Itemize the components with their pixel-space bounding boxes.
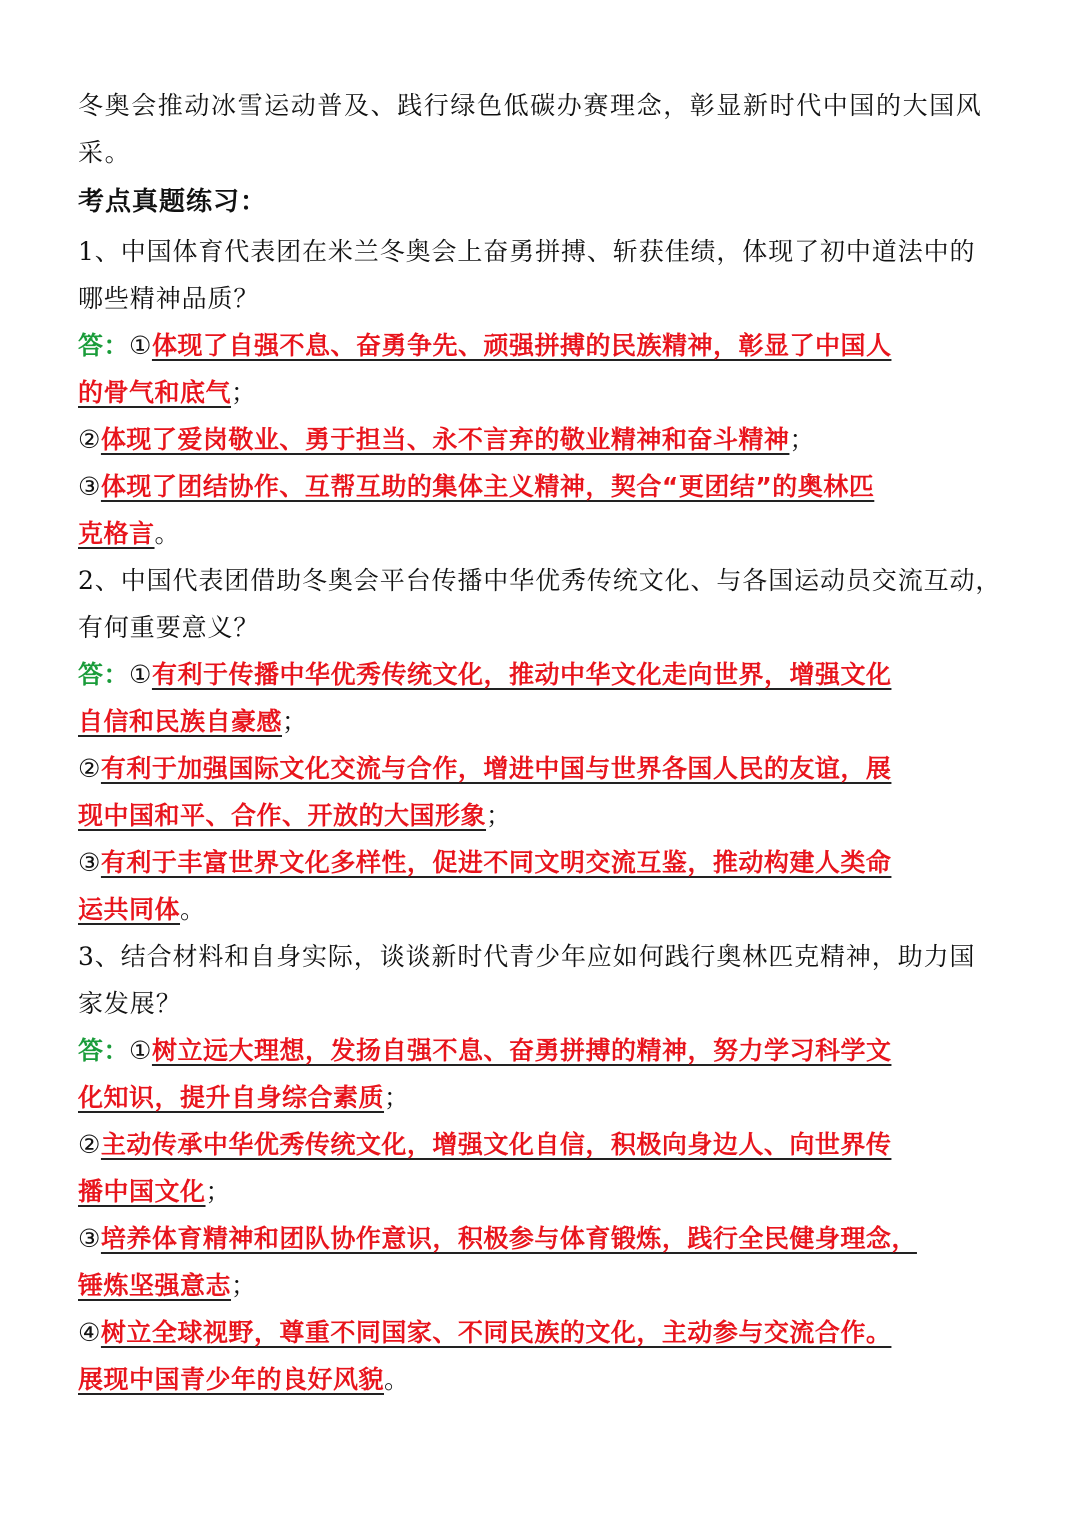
document-page — [78, 82, 1004, 1403]
point-number: ③ — [78, 472, 101, 501]
answer-label: 答： — [78, 331, 130, 360]
point-number: ③ — [78, 1224, 101, 1253]
punctuation: 。 — [154, 519, 181, 548]
question-2-line-2: 有何重要意义？ — [78, 613, 260, 642]
punctuation: ； — [205, 1177, 232, 1206]
point-number: ① — [129, 660, 152, 689]
punctuation: ； — [231, 378, 257, 407]
answer-text: 展现中国青少年的良好风貌 — [78, 1365, 385, 1394]
answer-3-point-1-cont — [78, 1074, 1004, 1121]
question-3-line-2: 家发展？ — [78, 989, 182, 1018]
answer-text: 有利于加强国际文化交流与合作，增进中国与世界各国人民的友谊，展 — [100, 754, 892, 783]
punctuation: ； — [282, 707, 308, 736]
question-2-line-1: 2、中国代表团借助冬奥会平台传播中华优秀传统文化、与各国运动员交流互动， — [78, 566, 1002, 595]
answer-label: 答： — [78, 660, 130, 689]
question-1-line-2: 哪些精神品质？ — [78, 284, 260, 313]
punctuation: 。 — [384, 1365, 410, 1394]
punctuation: ； — [486, 801, 512, 830]
answer-2-point-3-cont — [78, 886, 1004, 933]
answer-text: 锤炼坚强意志 — [78, 1271, 232, 1300]
answer-text: 树立全球视野，尊重不同国家、不同民族的文化，主动参与交流合作。 — [100, 1318, 892, 1347]
point-number: ③ — [78, 848, 101, 877]
answer-text: 培养体育精神和团队协作意识，积极参与体育锻炼，践行全民健身理念， — [100, 1224, 917, 1253]
punctuation: ； — [384, 1083, 410, 1112]
section-heading: 考点真题练习： — [78, 187, 268, 217]
answer-text: 克格言 — [78, 519, 155, 548]
intro-line-2: 采。 — [78, 138, 132, 167]
point-number: ① — [129, 331, 152, 360]
answer-3-point-3 — [78, 1215, 1004, 1262]
answer-text: 化知识，提升自身综合素质 — [78, 1083, 385, 1112]
answer-text: 体现了团结协作、互帮互助的集体主义精神，契合“更团结”的奥林匹 — [100, 472, 875, 501]
answer-text: 体现了自强不息、奋勇争先、顽强拼搏的民族精神，彰显了中国人 — [151, 331, 892, 360]
answer-3-point-4-cont — [78, 1356, 1004, 1403]
answer-text: 有利于传播中华优秀传统文化，推动中华文化走向世界，增强文化 — [151, 660, 892, 689]
question-1-line-1: 1、中国体育代表团在米兰冬奥会上奋勇拼搏、斩获佳绩，体现了初中道法中的 — [78, 237, 976, 266]
answer-2-point-3 — [78, 839, 1004, 886]
answer-text: 自信和民族自豪感 — [78, 707, 283, 736]
answer-2-point-1-cont — [78, 698, 1004, 745]
answer-3-point-3-cont — [78, 1262, 1004, 1309]
answer-1-point-3-cont — [78, 510, 1004, 557]
answer-2-point-1 — [78, 651, 1004, 698]
answer-text: 播中国文化 — [78, 1177, 206, 1206]
point-number: ② — [78, 425, 101, 454]
answer-text: 主动传承中华优秀传统文化，增强文化自信，积极向身边人、向世界传 — [100, 1130, 892, 1159]
answer-label: 答： — [78, 1036, 130, 1065]
answer-text: 体现了爱岗敬业、勇于担当、永不言弃的敬业精神和奋斗精神 — [100, 425, 790, 454]
question-3-line-1: 3、结合材料和自身实际，谈谈新时代青少年应如何践行奥林匹克精神，助力国 — [78, 942, 976, 971]
answer-3-point-2 — [78, 1121, 1004, 1168]
answer-text: 的骨气和底气 — [78, 378, 232, 407]
point-number: ④ — [78, 1318, 101, 1347]
punctuation: ； — [789, 425, 815, 454]
answer-1-point-2 — [78, 416, 1004, 463]
intro-line-1: 冬奥会推动冰雪运动普及、践行绿色低碳办赛理念，彰显新时代中国的大国风 — [78, 91, 983, 120]
answer-text: 运共同体 — [78, 895, 181, 924]
point-number: ① — [129, 1036, 152, 1065]
answer-text: 树立远大理想，发扬自强不息、奋勇拼搏的精神，努力学习科学文 — [151, 1036, 892, 1065]
answer-3-point-4 — [78, 1309, 1004, 1356]
answer-2-point-2 — [78, 745, 1004, 792]
answer-3-point-2-cont — [78, 1168, 1004, 1215]
answer-3-point-1 — [78, 1027, 1004, 1074]
answer-text: 有利于丰富世界文化多样性，促进不同文明交流互鉴，推动构建人类命 — [100, 848, 892, 877]
answer-1-point-1-cont — [78, 369, 1004, 416]
answer-text: 现中国和平、合作、开放的大国形象 — [78, 801, 487, 830]
punctuation: 。 — [180, 895, 206, 924]
point-number: ② — [78, 1130, 101, 1159]
answer-1-point-3 — [78, 463, 1004, 510]
answer-2-point-2-cont — [78, 792, 1004, 839]
point-number: ② — [78, 754, 101, 783]
answer-1-point-1 — [78, 322, 1004, 369]
punctuation: ； — [231, 1271, 257, 1300]
